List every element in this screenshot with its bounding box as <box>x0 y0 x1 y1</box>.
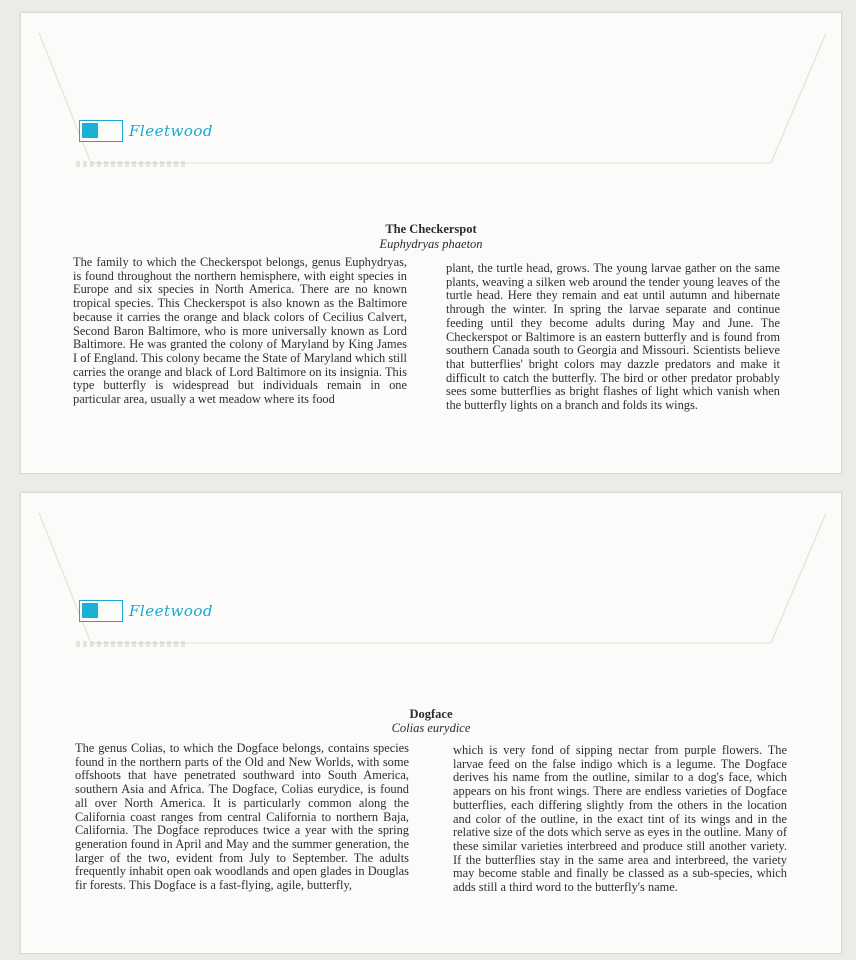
envelope-flap <box>21 13 841 203</box>
paragraph: which is very fond of sipping nectar from purple flowers. The larvae feed on the false indigo which is a legume. The Dogface derives his name from the outline, similar to a dog's face, which appears on his front wings. There are endless varieties of Dogface butterflies, each differing slightly from the others in the location and color of the outline, in the exact tint of its wings and in the relative size of the dots which serve as eyes in the outline. Many of these similar varieties interbreed and produce still another variety. If the butterflies stay in the same area and interbreed, the variety may become stable and finally be classed as a sub-species, which adds still a third word to the butterfly's name. <box>453 743 787 895</box>
paragraph: plant, the turtle head, grows. The young larvae gather on the same plants, weaving a silken web around the tender young leaves of the turtle head. Here they remain and eat until autumn and hibernate through the winter. In spring the larvae separate and continue feeding until they become adults during May and June. The Checkerspot or Baltimore is an eastern butterfly and is found from southern Canada south to Georgia and Missouri. Scientists believe that butterflies' bright colors may dazzle predators and make it difficult to catch the butterfly. The bird or other predator probably sees some butterflies as bright flashes of light which vanish when the butterfly lights on a branch and folds its wings. <box>446 261 780 413</box>
logo-text: Fleetwood <box>129 602 213 620</box>
logo-text: Fleetwood <box>129 122 213 140</box>
paragraph: The genus Colias, to which the Dogface belongs, contains species found in the northern parts of the Old and New Worlds, with some offshoots that have penetrated southward into South America, southern Asia and Africa. The Dogface, Colias eurydice, is found all over North America. It is particularly common along the California coast ranges from central California to northern Baja, California. The Dogface reproduces twice a year with the spring generation found in April and May and the summer generation, the larger of the two, evident from July to September. The adults frequently inhabit open oak woodlands and open glades in Douglas fir forests. This Dogface is a fast-flying, agile, butterfly, <box>75 741 409 893</box>
logo-mark-icon <box>79 120 123 142</box>
envelope-checkerspot <box>20 12 842 474</box>
text-column-right <box>446 262 780 413</box>
scientific-name: Colias eurydice <box>391 721 471 735</box>
paragraph: The family to which the Checkerspot belongs, genus Euphydryas, is found throughout the northern hemisphere, with eight species in Europe and six species in North America. There are no known tropical species. This Checkerspot is also known as the Baltimore because it carries the orange and black colors of Cecilius Calvert, Second Baron Baltimore, who is more universally known as Lord Baltimore. He was granted the colony of Maryland by King James I of England. This colony became the State of Maryland which still carries the orange and black of Lord Baltimore on its insignia. This type butterfly is widespread but individuals remain in one particular area, usually a wet meadow where its food <box>73 255 407 407</box>
envelope-flap <box>21 493 841 683</box>
text-column-left <box>73 256 407 407</box>
printed-smudge <box>76 161 186 167</box>
scientific-name: Euphydryas phaeton <box>379 237 483 251</box>
text-column-right <box>453 744 787 895</box>
envelope-dogface <box>20 492 842 954</box>
logo-mark-icon <box>79 600 123 622</box>
fleetwood-logo <box>79 120 213 142</box>
fleetwood-logo <box>79 600 213 622</box>
printed-smudge <box>76 641 186 647</box>
text-column-left <box>75 742 409 893</box>
cover-title: The Checkerspot <box>385 222 477 236</box>
cover-title: Dogface <box>409 707 453 721</box>
